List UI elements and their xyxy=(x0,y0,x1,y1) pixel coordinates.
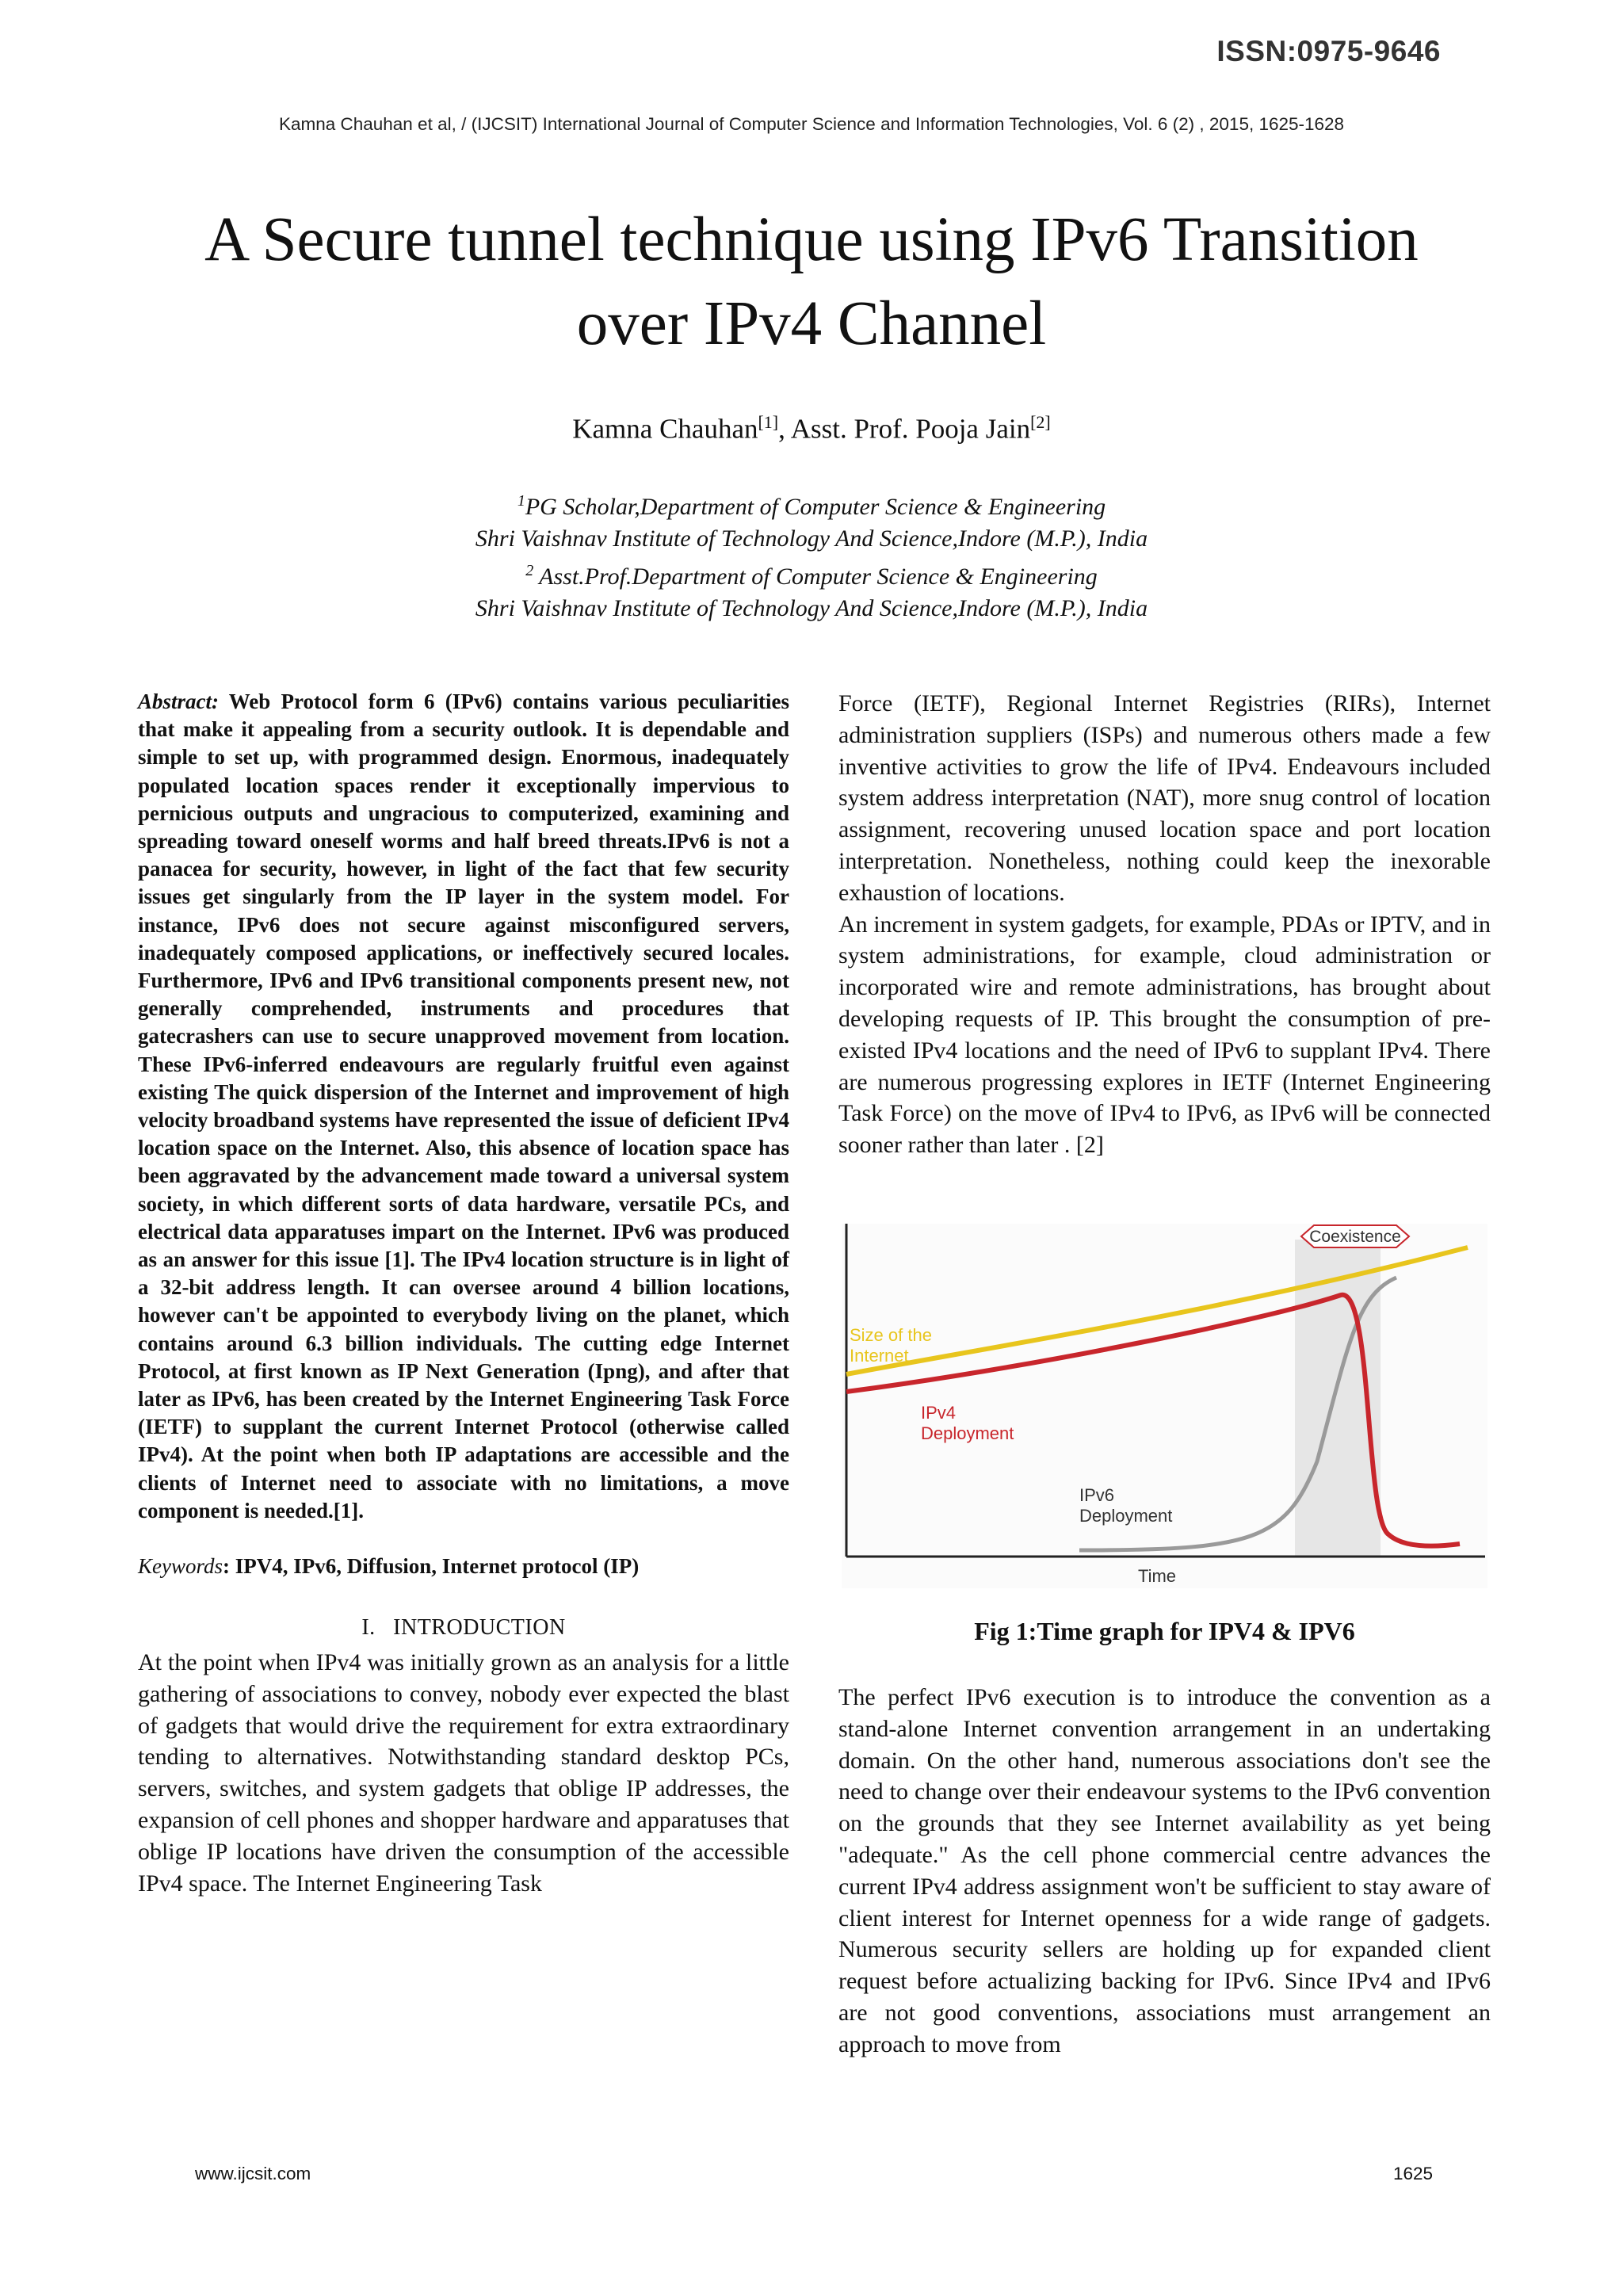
affiliation-2 xyxy=(0,555,1623,593)
title-line-1: A Secure tunnel technique using IPv6 Transition xyxy=(204,205,1419,274)
author-1-ref: [1] xyxy=(758,412,779,432)
affiliation-1-dept: PG Scholar,Department of Computer Science & Engineering xyxy=(525,494,1106,520)
abstract xyxy=(138,688,789,1525)
author-1: Kamna Chauhan xyxy=(572,413,758,445)
paragraph-after-figure: The perfect IPv6 execution is to introduce the convention as a stand-alone Internet convention arrangement in an undertaking domain. On the other hand, numerous associations don't see the need to change over their endeavour systems to the IPv6 convention on the grounds that they see Internet availability as yet being "adequate." As the cell phone commercial centre advances the current IPv4 address assignment won't be sufficient to stay aware of client interest for Internet openness for a wide range of gadgets. Numerous security sellers are holding up for expanded client request before actualizing backing for IPv6. Since IPv4 and IPv6 are not good conventions, associations must arrangement an approach to move from xyxy=(838,1684,1491,2057)
left-column xyxy=(138,688,789,1899)
affiliation-2-institute: Shri Vaishnav Institute of Technology And Science,Indore (M.P.), India xyxy=(475,595,1148,621)
affiliations xyxy=(0,485,1623,625)
coexistence-label xyxy=(1301,1225,1409,1247)
affiliation-1-institute: Shri Vaishnav Institute of Technology And Science,Indore (M.P.), India xyxy=(475,525,1148,552)
issn: ISSN:0975-9646 xyxy=(1216,35,1441,67)
author-2-ref: [2] xyxy=(1030,412,1051,432)
section-number: I. xyxy=(361,1615,376,1641)
title-line-2: over IPv4 Channel xyxy=(576,289,1047,358)
keywords-text: : IPV4, IPv6, Diffusion, Internet protocol (IP) xyxy=(223,1554,640,1579)
intro-paragraph-left: At the point when IPv4 was initially grown as an analysis for a little gathering of associations to convey, nobody ever expected the blast of gadgets that would drive the requirement for extra extraordinary tending to alternatives. Notwithstanding standard desktop PCs, servers, switches, and system gadgets that oblige IP addresses, the expansion of cell phones and shopper hardware and apparatuses that oblige IP locations have driven the consumption of the accessible IPv4 space. The Internet Engineering Task xyxy=(138,1649,789,1897)
right-column-bottom xyxy=(838,1682,1491,2061)
keywords-label: Keywords xyxy=(138,1554,223,1579)
time-graph-figure xyxy=(842,1224,1487,1588)
intro-paragraph-right-2: An increment in system gadgets, for example, PDAs or IPTV, and in system administrations, for example, cloud administration or incorporated wire and remote administrations, has brought about developing requests of IP. This brought the consumption of pre-existed IPv4 locations and the need of IPv6 to supplant IPv4. There are numerous progressing explores in IETF (Internet Engineering Task Force) on the move of IPv4 to IPv6, as IPv6 will be connected sooner rather than later . [2] xyxy=(838,911,1491,1159)
running-head: Kamna Chauhan et al, / (IJCSIT) International Journal of Computer Science and Information Technologies, Vol. 6 (2) , 2015, 1625-1628 xyxy=(278,114,1345,134)
footer-page-number: 1625 xyxy=(1393,2164,1434,2183)
coexistence-text: Coexistence xyxy=(1309,1228,1401,1246)
author-line xyxy=(0,412,1623,445)
ipv4-label-line-2: Deployment xyxy=(921,1423,1014,1443)
affiliation-1 xyxy=(0,485,1623,523)
ipv4-label-line-1: IPv4 xyxy=(921,1403,957,1423)
author-2: , Asst. Prof. Pooja Jain xyxy=(778,413,1031,445)
size-label-line-1: Size of the xyxy=(850,1325,932,1345)
paper-title xyxy=(95,198,1528,366)
right-column-top xyxy=(838,688,1491,1161)
ipv6-label-line-1: IPv6 xyxy=(1079,1485,1115,1505)
keywords xyxy=(138,1552,789,1580)
abstract-text: Web Protocol form 6 (IPv6) contains various peculiarities that make it appealing from a security outlook. It is dependable and simple to set up, with programmed design. Enormous, inadequately populated location spaces render it exceptionally impervious to pernicious outputs and ungracious to computerized, examining and spreading toward oneself worms and half breed threats.IPv6 is not a panacea for security, however, in light of the fact that few security issues get singularly from the IP layer in the system model. For instance, IPv6 does not secure against misconfigured servers, inadequately composed applications, or ineffectively secured locales. Furthermore, IPv6 and IPv6 transitional components present new, not generally comprehended, instruments and procedures that gatecrashers can use to secure unapproved movement from location. These IPv6-inferred endeavours are regularly fruitful even against existing The quick dispersion of the Internet and improvement of high velocity broadband systems have represented the issue of deficient IPv4 location space on the Internet. Also, this absence of location space has been aggravated by the advancement made toward a universal system society, in which different sorts of data hardware, versatile PCs, and electrical data apparatuses impart on the Internet. IPv6 was produced as an answer for this issue [1]. The IPv4 location structure is in light of a 32-bit address length. It can oversee around 4 billion locations, however can't be appointed to everybody living on the planet, which contains around 6.3 billion individuals. The cutting edge Internet Protocol, at first known as IP Next Generation (Ipng), and after that later as IPv6, has been created by the Internet Engineering Task Force (IETF) to supplant the current Internet Protocol (otherwise called IPv4). At the point when both IP adaptations are accessible and the clients of Internet need to associate with no limitations, a move component is needed.[1]. xyxy=(138,690,789,1522)
affiliation-2-dept: Asst.Prof.Department of Computer Science & Engineering xyxy=(533,563,1098,590)
ipv6-label-line-2: Deployment xyxy=(1079,1506,1173,1526)
abstract-label: Abstract: xyxy=(138,690,220,713)
figure-caption: Fig 1:Time graph for IPV4 & IPV6 xyxy=(974,1617,1355,1645)
affiliation-2-mark: 2 xyxy=(525,562,534,579)
time-axis-label: Time xyxy=(1137,1566,1177,1586)
footer-url: www.ijcsit.com xyxy=(195,2164,311,2183)
size-label-line-2: Internet xyxy=(850,1346,909,1366)
intro-paragraph-right-1: Force (IETF), Regional Internet Registries (RIRs), Internet administration suppliers (ISPs) and numerous others made a few inventive activities to grow the life of IPv4. Endeavours included system address interpretation (NAT), more snug control of location assignment, recovering unused location space and port location interpretation. Nonetheless, nothing could keep the inexorable exhaustion of locations. xyxy=(838,690,1491,906)
section-title-rest: NTRODUCTION xyxy=(400,1615,566,1641)
section-heading-introduction xyxy=(138,1615,789,1641)
section-first-letter: I xyxy=(393,1615,401,1641)
affiliation-1-mark: 1 xyxy=(517,492,525,510)
